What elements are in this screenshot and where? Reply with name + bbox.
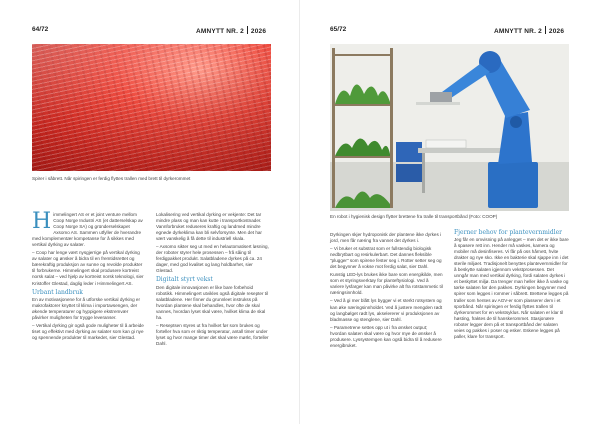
header-divider <box>247 26 248 34</box>
paragraph: – Axsomo sikter seg ut med en helautomatisert løsning, der roboter styrer hele prosessen – frå såing til ferdigpakket produkt. Salatbladene dyrkes på ca. 24 dager, med god kvalitet og lang holdbarhet, sier Glestad. <box>156 244 269 274</box>
robot-photo-illustration <box>330 44 569 211</box>
running-header <box>494 26 564 35</box>
robot-joint <box>510 116 522 128</box>
paragraph: Den digitale innovasjonen er like bare forbehoid robotikk. Himmelingert utvikles også digitale resepter til salatbladene. Her finner du grunnleet instrukss på hvordan plantene skal behandles, hvor ofte de skal vannes, hvordan lyset skal være, hvilket klima de skal ha. <box>156 284 269 320</box>
paragraph: – Ved å gi mer blått lys bygger vi et sterkt rotsystem og kan øke næringsinnholdet. Ved å justere mengden rødt og langbølget rødt lys, akselererer vi produksjonen av bladmasse og stenglene, sier Dahl. <box>330 298 443 322</box>
article-column-1 <box>330 232 443 351</box>
rack-shelf <box>332 54 393 56</box>
robot-base <box>488 162 538 208</box>
tray-on-belt <box>426 140 466 148</box>
subheading: Digitalt styrt vekst <box>156 276 213 284</box>
photo-caption: Spirer i såbrett. Når spiringen er ferdig flyttes trallen med brett til dyrkerommet <box>32 176 191 181</box>
running-header <box>196 26 266 35</box>
header-year: 2026 <box>548 28 565 35</box>
rack-shelf <box>332 104 393 106</box>
subheading: Fjerner behov for plantevernmidler <box>454 229 563 236</box>
rack-shelf <box>332 156 393 158</box>
rack-post <box>332 48 335 208</box>
drop-cap: H <box>32 209 52 234</box>
photo-shade <box>32 44 271 171</box>
paragraph: – Coop har lenge vært nysgjerrige på vertikal dyrking av salater og ønsker å bidra til en fremtidsrettet og bærekraftig produksjon av sunne og revolde produkter til forbrukerne. Himmelingert skal produsere kortreist norsk salat – ved hjelp av kortreist norsk teknologi, sier Kristoffer Glestad, daglig leder i Himmelingert AS. <box>32 250 144 286</box>
magazine-name: AMNYTT NR. 2 <box>196 28 244 35</box>
paragraph: Lokalisering ved vertikal dyrking er vekjente: Det tar mindre plass og man kan kutte i transportkostnader. Vannforbruket reduseres kraftig og landmed mindre egnede dyrkeklima kan bli selvforsynte. Men det har vært vanskelig å få dette til industriell skala. <box>156 212 262 242</box>
header-year: 2026 <box>250 28 267 35</box>
paragraph: Kunstig LED-lys brukes ikke bare som energikilde, men som et styringsverktøy for planteftysiologi. Ved å variere lysfarger kan man påvirke alt fra rotstammetic til næringsinnhold. <box>330 272 443 296</box>
paragraph: Jeg får en omvisning på anlegget – men det er ikke bare å spasere rett inn. Hender må vaskes, kamera og mobiler må desinfiseres. Vi får på oss hårnett, hvite drakter og nye sko. Ikke en bakterie skal sjappe inn i det sterile miljøet. Tradisjonelt benyttes plantevernmidler for å beskytte salaten igjennom vekstprosessen. Det unngår man med vertikal dyrking, fordi salaten dyrkes i et beskyttet miljø. Da trenger man heller ikke å vaske og tørke salaten før den pakkes. Dyrkingen begynner med spirer som legges i rommer i såbrett. Brettene legges på traller som hentes av AGV-er som plasserer dem i et sporbånd. Når spiringen er ferdig flyttes trallen til dyrkerommet for en vekstsyklus. Når salaten er klar til høsting, fraktes de til hanskerommet. Stasjonære roboter legger dem på et transportbånd der salaten veies og pakkes i poser og esker. Eskene legges på paller, klare for transport. <box>454 237 569 339</box>
article-column-2 <box>156 212 271 349</box>
right-page <box>300 0 600 424</box>
paragraph: En av motivasjonene for å utforske vertikal dyrking er makrofaktorer knyttet til klima i importavsengen, der økende temperaturer og hyppigere ekstremvær påvirker muligheten for trygge leveranser. <box>32 296 141 320</box>
photo-caption: En robot i hygienisk design flytter brettene fra tralle til transportbånd (Foto: COOP) <box>330 214 498 219</box>
paragraph: – Vi bruker et substrat som er fullstendig biologisk nedbrytbart og resirkulerbart. Det dannes fleksible "plugger" som spirene fester seg i. Rotter setter seg og det begynner å vokse mot ferdig salat, sier Dahl. <box>330 246 442 270</box>
sprouting-trays-photo <box>32 44 271 171</box>
paragraph: – Vertikal dyrking gir også gode muligheter til å arbeide tiset og effektivt med dyrking av salater som kan gi nye og spennende produkter til markedet, sier Glestad. <box>32 322 144 340</box>
blue-crate <box>396 164 422 182</box>
subheading: Urbant landbruk <box>32 288 83 296</box>
page-number: 64/72 <box>32 26 49 33</box>
article-column-2 <box>454 230 569 342</box>
conveyor-leg <box>422 153 425 193</box>
rack-post <box>390 48 393 208</box>
intro-paragraph: Himmelingert AS er et joint venture mellom Coop Norge Industri AS (et datterselskap av Coop Norge SA) og gründerselskapet Axsomo AS. Sammen utfyller de hverandre med komplementær kompetanse for å sikkes med vertikal dyrking av salater. <box>32 209 143 248</box>
gripper-fork <box>416 102 460 105</box>
paragraph: – Reseptsen styres ut fra hvilket før som brukes og forteller hva som er riktig temperatur, antall timer under lyset og hvor mange timer det skal være mørkt, forteller Dahl. <box>156 322 269 346</box>
page-number: 65/72 <box>330 26 347 33</box>
magazine-name: AMNYTT NR. 2 <box>494 28 542 35</box>
paragraph: Dyrkingen skjer hydroponisk der plantene ikke dyrkes i jord, men får næring fra vannet det dyrkes i. <box>330 232 442 244</box>
robot-photo <box>330 44 569 211</box>
header-divider <box>545 26 546 34</box>
article-column-1 <box>32 209 144 343</box>
paragraph: – Parametrene settes opp ut i fra ønsket output; hvordan salaten skal være og hvor mye de ønsker å produsere. Lyssystemgen kan også bidra til å redusere energibruket. <box>330 324 442 348</box>
